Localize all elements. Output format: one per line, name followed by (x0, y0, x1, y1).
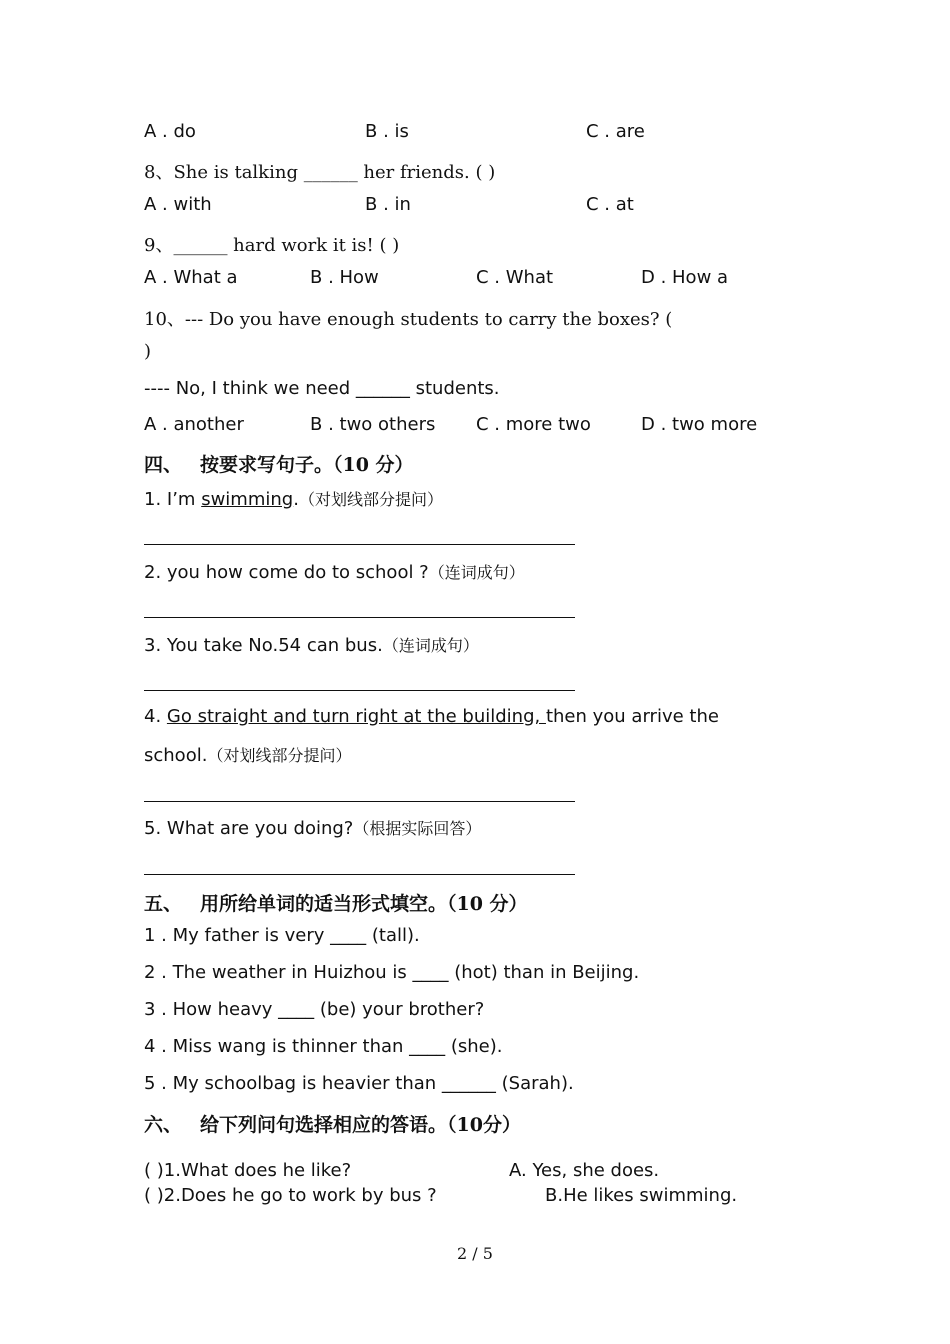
s5-item-5: 5 . My schoolbag is heavier than ______ (Sarah). (144, 1073, 574, 1094)
s4-item-5 (144, 816, 481, 839)
q10-option-a: A . another (144, 414, 244, 435)
s6-row-1-question: ( )1.What does he like? (144, 1160, 352, 1181)
section6-number: 六、 (144, 1114, 183, 1136)
s4-item-5-text: 5. What are you doing? (144, 818, 354, 839)
q8-option-c: C . at (586, 194, 634, 215)
s5-item-1: 1 . My father is very ____ (tall). (144, 925, 420, 946)
q8-option-a: A . with (144, 194, 212, 215)
q9-option-d: D . How a (641, 267, 729, 288)
section4-heading (144, 450, 414, 477)
s6-row-1-answer: A. Yes, she does. (509, 1160, 660, 1181)
s4-item-3-note: （连词成句） (382, 636, 479, 655)
section4-number: 四、 (144, 454, 183, 476)
s5-item-3: 3 . How heavy ____ (be) your brother? (144, 999, 485, 1020)
s4-item-3-text: 3. You take No.54 can bus. (144, 635, 383, 656)
s4-item-1-underlined: swimming (201, 489, 294, 510)
answer-line-3[interactable] (144, 690, 575, 691)
page-number: 2 / 5 (457, 1244, 493, 1263)
s4-item-4-cont (144, 743, 351, 766)
s4-item-2 (144, 560, 525, 583)
s4-item-1-note: （对划线部分提问） (298, 490, 443, 509)
s5-item-4: 4 . Miss wang is thinner than ____ (she). (144, 1036, 503, 1057)
section6-title: 给下列问句选择相应的答语。（10分） (200, 1114, 521, 1136)
q10-reply: ---- No, I think we need ______ students. (144, 378, 500, 399)
s4-item-5-note: （根据实际回答） (353, 819, 482, 838)
q9-option-c: C . What (476, 267, 554, 288)
section5-title: 用所给单词的适当形式填空。（10 分） (200, 893, 528, 915)
q9-option-a: A . What a (144, 267, 238, 288)
q7-option-a: A . do (144, 121, 196, 142)
s4-item-4-pre: 4. (144, 706, 167, 727)
q10-stem: 10、--- Do you have enough students to carry the boxes? ( (144, 309, 673, 330)
s5-item-2: 2 . The weather in Huizhou is ____ (hot) than in Beijing. (144, 962, 640, 983)
s4-item-4-underlined: Go straight and turn right at the building, (166, 706, 546, 727)
s4-item-4-note: （对划线部分提问） (207, 746, 352, 765)
q9-stem: 9、______ hard work it is! ( ) (144, 235, 400, 256)
s4-item-4-post: then you arrive the (545, 706, 719, 727)
section5-heading (144, 889, 528, 916)
s6-row-2-answer: B.He likes swimming. (545, 1185, 738, 1206)
q10-stem-cont: ) (144, 341, 152, 362)
section4-title: 按要求写句子。（10 分） (200, 454, 414, 476)
s6-row-2-question: ( )2.Does he go to work by bus ? (144, 1185, 437, 1206)
q8-option-b: B . in (365, 194, 411, 215)
q10-option-d: D . two more (641, 414, 758, 435)
answer-line-2[interactable] (144, 617, 575, 618)
answer-line-5[interactable] (144, 874, 575, 875)
s4-item-1 (144, 487, 443, 510)
q7-option-c: C . are (586, 121, 645, 142)
s4-item-2-text: 2. you how come do to school ? (144, 562, 429, 583)
q10-option-b: B . two others (310, 414, 436, 435)
s4-item-4-cont-text: school. (144, 745, 208, 766)
s4-item-4 (144, 706, 719, 727)
q10-option-c: C . more two (476, 414, 591, 435)
s4-item-2-note: （连词成句） (428, 563, 525, 582)
section5-number: 五、 (144, 893, 183, 915)
section6-heading (144, 1110, 521, 1137)
q7-option-b: B . is (365, 121, 409, 142)
q9-option-b: B . How (310, 267, 379, 288)
q8-stem: 8、She is talking ______ her friends. ( ) (144, 162, 496, 183)
s4-item-3 (144, 633, 479, 656)
answer-line-4[interactable] (144, 801, 575, 802)
s4-item-1-post: . (293, 489, 299, 510)
s4-item-1-pre: 1. I’m (144, 489, 202, 510)
answer-line-1[interactable] (144, 544, 575, 545)
